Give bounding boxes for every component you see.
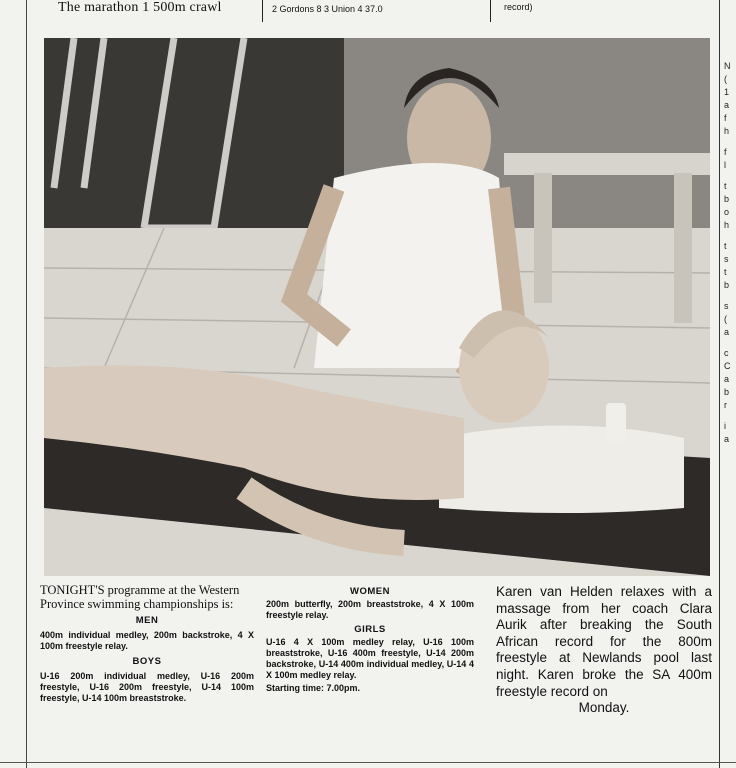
margin-letter: N <box>724 61 731 71</box>
events-women: 200m butterfly, 200m breaststroke, 4 X 100m freestyle relay. <box>266 599 474 620</box>
margin-letter: t <box>724 181 727 191</box>
record-snippet: record) <box>504 2 533 12</box>
margin-letter: h <box>724 220 730 230</box>
margin-letter: f <box>724 147 727 157</box>
caption-text: Karen van Helden relaxes with a massage from her coach Clara Aurik after breaking the South African record for the 800m freestyle at Newlands pool last night. Karen broke the SA 400m freestyle record on <box>496 584 712 699</box>
margin-letter: h <box>724 126 730 136</box>
margin-letter: s <box>724 301 729 311</box>
adjacent-column-fragments <box>724 60 736 446</box>
margin-letter: r <box>724 400 727 410</box>
margin-letter: f <box>724 113 727 123</box>
column-rule <box>262 0 263 22</box>
margin-letter: a <box>724 327 730 337</box>
photograph <box>44 38 710 576</box>
margin-letter: l <box>724 160 726 170</box>
margin-letter: b <box>724 194 730 204</box>
programme-column-1 <box>40 583 254 704</box>
margin-letter: a <box>724 100 730 110</box>
photo-caption <box>496 584 712 717</box>
margin-letter: t <box>724 267 727 277</box>
massage-photo-illustration <box>44 38 710 576</box>
margin-letter: ( <box>724 314 727 324</box>
start-time: Starting time: 7.00pm. <box>266 683 361 693</box>
margin-letter: ( <box>724 74 727 84</box>
margin-letter: i <box>724 421 726 431</box>
programme-intro: TONIGHT'S programme at the Western Province swimming championships is: <box>40 583 240 611</box>
page-rule-left <box>26 0 27 768</box>
section-heading-boys: BOYS <box>132 656 162 667</box>
margin-letter: t <box>724 241 727 251</box>
section-heading-women: WOMEN <box>350 586 390 597</box>
events-men: 400m individual medley, 200m backstroke, 4 X 100m freestyle relay. <box>40 630 254 651</box>
bottom-rule <box>0 762 736 763</box>
events-boys: U-16 200m individual medley, U-16 200m freestyle, U-16 200m freestyle, U-14 100m freestyle, U-14 100m breaststroke. <box>40 671 254 703</box>
margin-letter: b <box>724 280 730 290</box>
results-snippet: 2 Gordons 8 3 Union 4 37.0 <box>272 4 383 14</box>
margin-letter: a <box>724 374 730 384</box>
column-rule <box>490 0 491 22</box>
section-heading-girls: GIRLS <box>354 624 386 635</box>
page-rule <box>719 0 720 768</box>
margin-letter: C <box>724 361 731 371</box>
margin-letter: c <box>724 348 729 358</box>
margin-letter: o <box>724 207 730 217</box>
caption-last-line: Monday. <box>578 700 630 716</box>
events-girls: U-16 4 X 100m medley relay, U-16 100m breaststroke, U-16 400m freestyle, U-14 200m backstroke, U-14 400m individual medley, U-14 4 X 100m medley relay. <box>266 637 474 680</box>
programme-column-2 <box>266 583 474 694</box>
margin-letter: b <box>724 387 730 397</box>
article-headline: The marathon 1 500m crawl <box>58 0 222 15</box>
margin-letter: a <box>724 434 730 444</box>
section-heading-men: MEN <box>135 615 159 626</box>
margin-letter: s <box>724 254 729 264</box>
margin-letter: 1 <box>724 87 730 97</box>
